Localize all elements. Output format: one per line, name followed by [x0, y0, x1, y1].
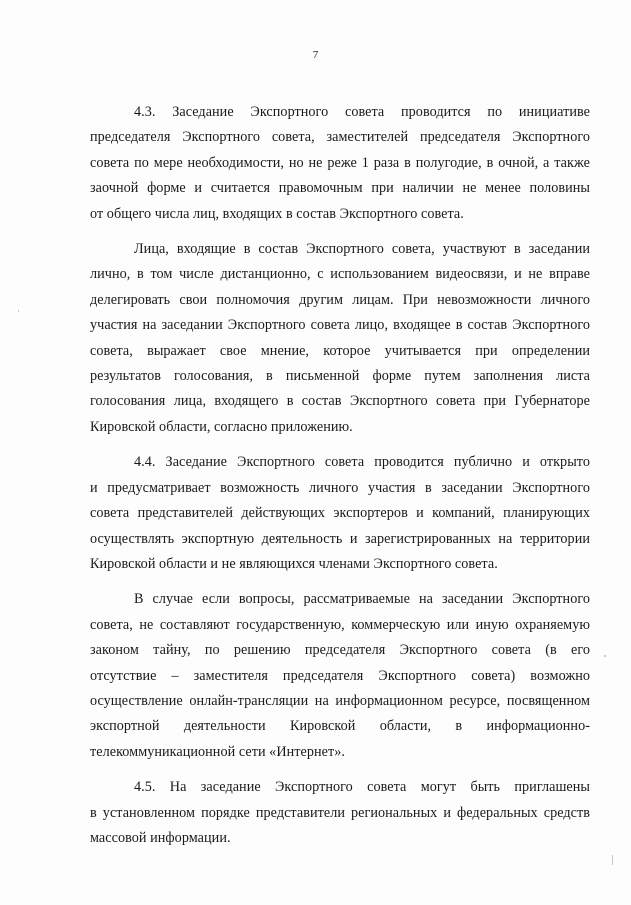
- text-line: осуществление онлайн-трансляции на информационном ресурсе, посвященном: [90, 692, 590, 709]
- text-line: Кировской области и не являющихся членами Экспортного совета.: [90, 555, 498, 572]
- text-line: 4.4. Заседание Экспортного совета проводится публично и открыто: [134, 454, 590, 471]
- text-line: законом тайну, по решению председателя Экспортного совета (в его: [90, 642, 590, 659]
- scan-mark: [604, 655, 606, 657]
- paragraph-broadcast: [90, 587, 590, 765]
- text-line: результатов голосования, в письменной форме путем заполнения листа: [90, 368, 590, 385]
- scan-mark: [612, 855, 613, 865]
- text-line: 4.5. На заседание Экспортного совета могут быть приглашены: [134, 779, 590, 796]
- scan-mark: [18, 310, 19, 312]
- text-line: совета, не составляют государственную, коммерческую или иную охраняемую: [90, 616, 590, 633]
- text-line: В случае если вопросы, рассматриваемые на заседании Экспортного: [134, 591, 590, 608]
- text-line: в установленном порядке представители региональных и федеральных средств: [90, 804, 590, 821]
- text-line: председателя Экспортного совета, заместителей председателя Экспортного: [90, 129, 590, 146]
- text-line: экспортной деятельности Кировской области, в информационно-: [90, 718, 590, 735]
- text-line: Кировской области, согласно приложению.: [90, 418, 353, 435]
- text-line: от общего числа лиц, входящих в состав Экспортного совета.: [90, 205, 464, 222]
- paragraph-4-5: [90, 775, 590, 851]
- text-line: Лица, входящие в состав Экспортного совета, участвуют в заседании: [134, 241, 590, 258]
- paragraph-participants: [90, 237, 590, 440]
- paragraph-4-3: [90, 100, 590, 227]
- text-line: голосования лица, входящего в состав Экспортного совета при Губернаторе: [90, 393, 590, 410]
- text-line: заочной форме и считается правомочным при наличии не менее половины: [90, 180, 590, 197]
- text-line: совета представителей действующих экспортеров и компаний, планирующих: [90, 505, 590, 522]
- text-line: делегировать свои полномочия другим лицам. При невозможности личного: [90, 291, 590, 308]
- text-line: лично, в том числе дистанционно, с использованием видеосвязи, и не вправе: [90, 266, 590, 283]
- text-line: массовой информации.: [90, 829, 231, 846]
- text-line: совета по мере необходимости, но не реже 1 раза в полугодие, в очной, а также: [90, 154, 590, 171]
- text-line: отсутствие – заместителя председателя Экспортного совета) возможно: [90, 667, 590, 684]
- page-number: 7: [312, 49, 319, 61]
- document-body: [90, 100, 590, 861]
- text-line: телекоммуникационной сети «Интернет».: [90, 743, 345, 760]
- text-line: участия на заседании Экспортного совета лицо, входящее в состав Экспортного: [90, 317, 590, 334]
- text-line: и предусматривает возможность личного участия в заседании Экспортного: [90, 479, 590, 496]
- text-line: совета, выражает свое мнение, которое учитывается при определении: [90, 342, 590, 359]
- paragraph-4-4: [90, 450, 590, 577]
- text-line: 4.3. Заседание Экспортного совета проводится по инициативе: [134, 104, 590, 120]
- text-line: осуществлять экспортную деятельность и зарегистрированных на территории: [90, 530, 590, 547]
